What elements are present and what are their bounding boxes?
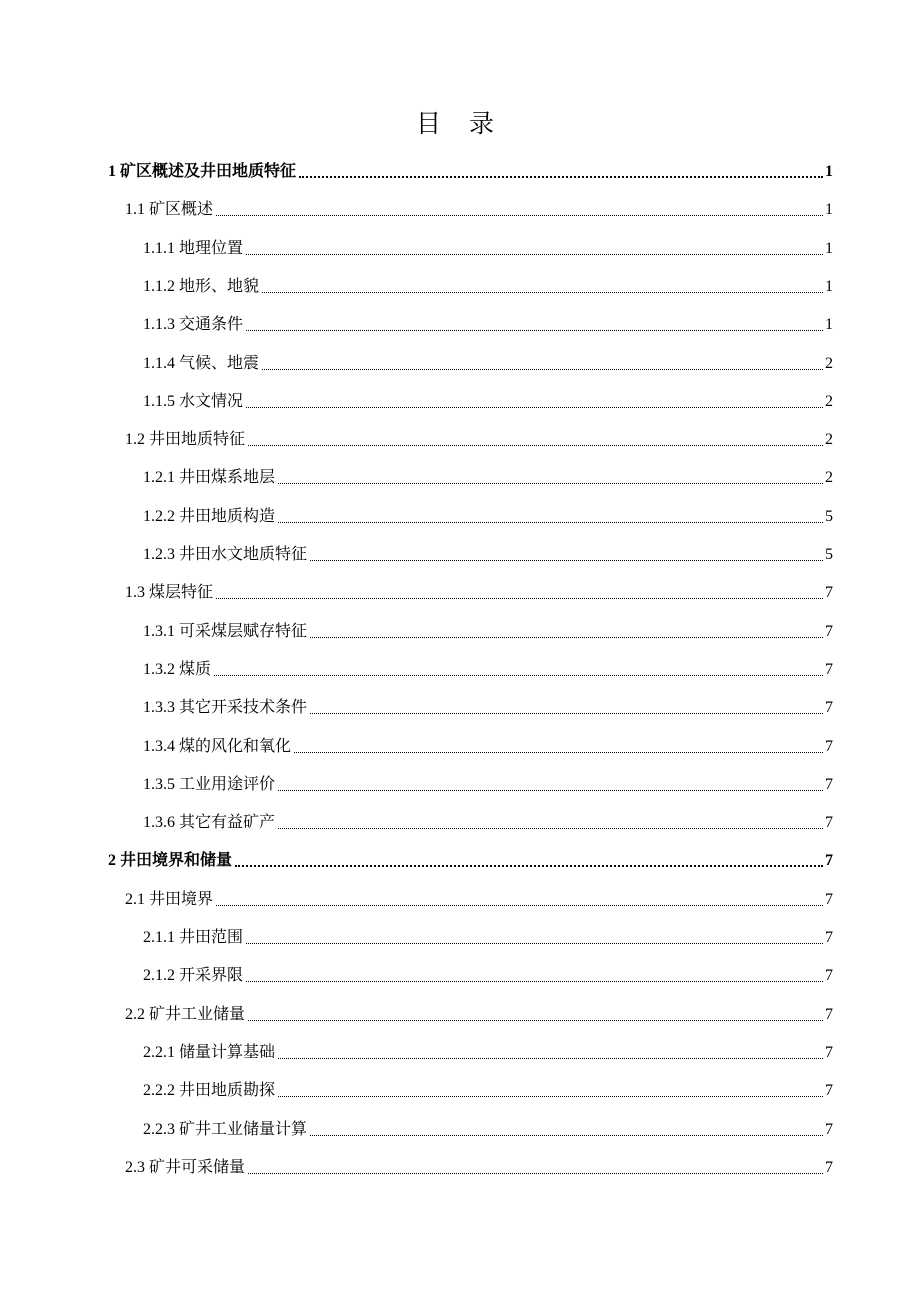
- dot-leader: [278, 790, 823, 791]
- toc-entry-text: 1.2.3 井田水文地质特征: [143, 546, 308, 563]
- toc-entry-text: 2 井田境界和储量: [108, 852, 233, 870]
- toc-entry-page-number: 1: [825, 316, 833, 334]
- toc-entry-page-number: 2: [825, 431, 833, 449]
- toc-entry-text: 1.2.2 井田地质构造: [143, 507, 276, 525]
- toc-entry-text: 1.2 井田地质特征: [125, 431, 246, 449]
- toc-entry-text: 2.2.1 储量计算基础: [143, 1043, 276, 1061]
- toc-entry-page-number: 2: [825, 354, 833, 372]
- toc-entry-text: 1.3.2 煤质: [143, 660, 212, 678]
- toc-entry[interactable]: [143, 771, 833, 795]
- dot-leader: [246, 330, 823, 331]
- toc-entry-page-number: 7: [825, 1005, 833, 1023]
- dot-leader: [310, 713, 823, 714]
- toc-entry[interactable]: [143, 1077, 833, 1101]
- toc-entry-text: 2.1 井田境界: [125, 890, 214, 908]
- toc-entry-text: 1.3.6 其它有益矿产: [143, 814, 276, 832]
- toc-entry-page-number: 5: [825, 507, 833, 525]
- dot-leader: [248, 445, 823, 446]
- toc-entry-page-number: 7: [825, 1120, 833, 1138]
- toc-entry-page-number: 7: [825, 584, 833, 602]
- toc-entry-page-number: 7: [825, 1158, 833, 1176]
- dot-leader: [294, 752, 823, 753]
- toc-entry-text: 2.2.2 井田地质勘探: [143, 1082, 276, 1100]
- dot-leader: [278, 483, 823, 484]
- dot-leader: [246, 943, 823, 944]
- toc-entry-page-number: 7: [825, 814, 833, 832]
- toc-entry-page-number: 7: [825, 1043, 833, 1061]
- toc-entry-text: 2.3 矿井可采储量: [125, 1158, 246, 1176]
- toc-entry[interactable]: [143, 464, 833, 488]
- toc-entry-text: 1.2.1 井田煤系地层: [143, 469, 276, 487]
- toc-entry-page-number: 5: [825, 546, 833, 563]
- dot-leader: [299, 176, 823, 178]
- dot-leader: [310, 560, 823, 561]
- toc-entry[interactable]: [143, 388, 833, 412]
- dot-leader: [246, 254, 823, 255]
- toc-entry-page-number: 7: [825, 967, 833, 985]
- toc-entry-text: 1.3 煤层特征: [125, 584, 214, 602]
- toc-entry-page-number: 7: [825, 660, 833, 678]
- dot-leader: [216, 598, 823, 599]
- toc-entry[interactable]: [125, 196, 833, 220]
- toc-entry-text: 1.1.3 交通条件: [143, 316, 244, 334]
- toc-entry-page-number: 1: [825, 277, 833, 295]
- toc-entry-text: 1 矿区概述及井田地质特征: [108, 163, 297, 180]
- dot-leader: [262, 369, 823, 370]
- dot-leader: [278, 1096, 823, 1097]
- toc-title: 目 录: [416, 109, 504, 138]
- toc-entry-page-number: 7: [825, 737, 833, 755]
- toc-entry[interactable]: [143, 618, 833, 642]
- toc-entry[interactable]: [143, 1116, 833, 1140]
- toc-entry-page-number: 1: [825, 163, 833, 180]
- toc-entry[interactable]: [125, 426, 833, 450]
- toc-entry[interactable]: [143, 235, 833, 259]
- dot-leader: [310, 637, 823, 638]
- toc-entry-text: 1.3.3 其它开采技术条件: [143, 699, 308, 717]
- toc-entry[interactable]: [143, 503, 833, 527]
- dot-leader: [278, 828, 823, 829]
- toc-entry-text: 1.3.1 可采煤层赋存特征: [143, 622, 308, 640]
- dot-leader: [214, 675, 823, 676]
- toc-entry-page-number: 7: [825, 775, 833, 793]
- toc-entry-text: 1.1.2 地形、地貌: [143, 277, 260, 295]
- toc-entry[interactable]: [108, 847, 833, 871]
- toc-entry[interactable]: [143, 809, 833, 833]
- dot-leader: [246, 981, 823, 982]
- toc-entry-text: 2.2 矿井工业储量: [125, 1005, 246, 1023]
- toc-entry[interactable]: [125, 1154, 833, 1178]
- toc-entry[interactable]: [143, 311, 833, 335]
- toc-entry-page-number: 1: [825, 201, 833, 219]
- toc-entry[interactable]: [143, 350, 833, 374]
- toc-entry-text: 1.1 矿区概述: [125, 201, 214, 219]
- toc-entry[interactable]: [125, 579, 833, 603]
- toc-entry[interactable]: [143, 541, 833, 565]
- toc-entry-page-number: 7: [825, 852, 833, 870]
- toc-entry-text: 2.1.2 开采界限: [143, 967, 244, 985]
- toc-entry-page-number: 7: [825, 699, 833, 717]
- dot-leader: [248, 1020, 823, 1021]
- dot-leader: [278, 1058, 823, 1059]
- toc-entry-text: 1.3.4 煤的风化和氧化: [143, 737, 292, 755]
- toc-entry[interactable]: [143, 733, 833, 757]
- toc-entry-page-number: 7: [825, 622, 833, 640]
- toc-entry-text: 1.1.5 水文情况: [143, 392, 244, 410]
- toc-entry[interactable]: [143, 273, 833, 297]
- toc-entry-page-number: 7: [825, 929, 833, 946]
- toc-entry[interactable]: [143, 656, 833, 680]
- dot-leader: [216, 905, 823, 906]
- dot-leader: [246, 407, 823, 408]
- toc-entry[interactable]: [125, 886, 833, 910]
- toc-entry-text: 1.1.1 地理位置: [143, 239, 244, 257]
- toc-entry-text: 2.1.1 井田范围: [143, 929, 244, 946]
- dot-leader: [235, 865, 823, 867]
- toc-entry-text: 1.1.4 气候、地震: [143, 354, 260, 372]
- dot-leader: [262, 292, 823, 293]
- toc-entry[interactable]: [143, 694, 833, 718]
- toc-entry[interactable]: [143, 962, 833, 986]
- toc-entry-page-number: 2: [825, 392, 833, 410]
- dot-leader: [310, 1135, 823, 1136]
- toc-entry-text: 2.2.3 矿井工业储量计算: [143, 1120, 308, 1138]
- toc-entry[interactable]: [143, 1039, 833, 1063]
- dot-leader: [278, 522, 823, 523]
- toc-entry[interactable]: [143, 924, 833, 948]
- toc-entry[interactable]: [125, 1001, 833, 1025]
- toc-entry[interactable]: [108, 158, 833, 182]
- toc-entry-page-number: 1: [825, 239, 833, 257]
- toc-entry-text: 1.3.5 工业用途评价: [143, 775, 276, 793]
- toc-entry-page-number: 2: [825, 469, 833, 487]
- toc-entry-page-number: 7: [825, 890, 833, 908]
- dot-leader: [216, 215, 823, 216]
- toc-entry-page-number: 7: [825, 1082, 833, 1100]
- dot-leader: [248, 1173, 823, 1174]
